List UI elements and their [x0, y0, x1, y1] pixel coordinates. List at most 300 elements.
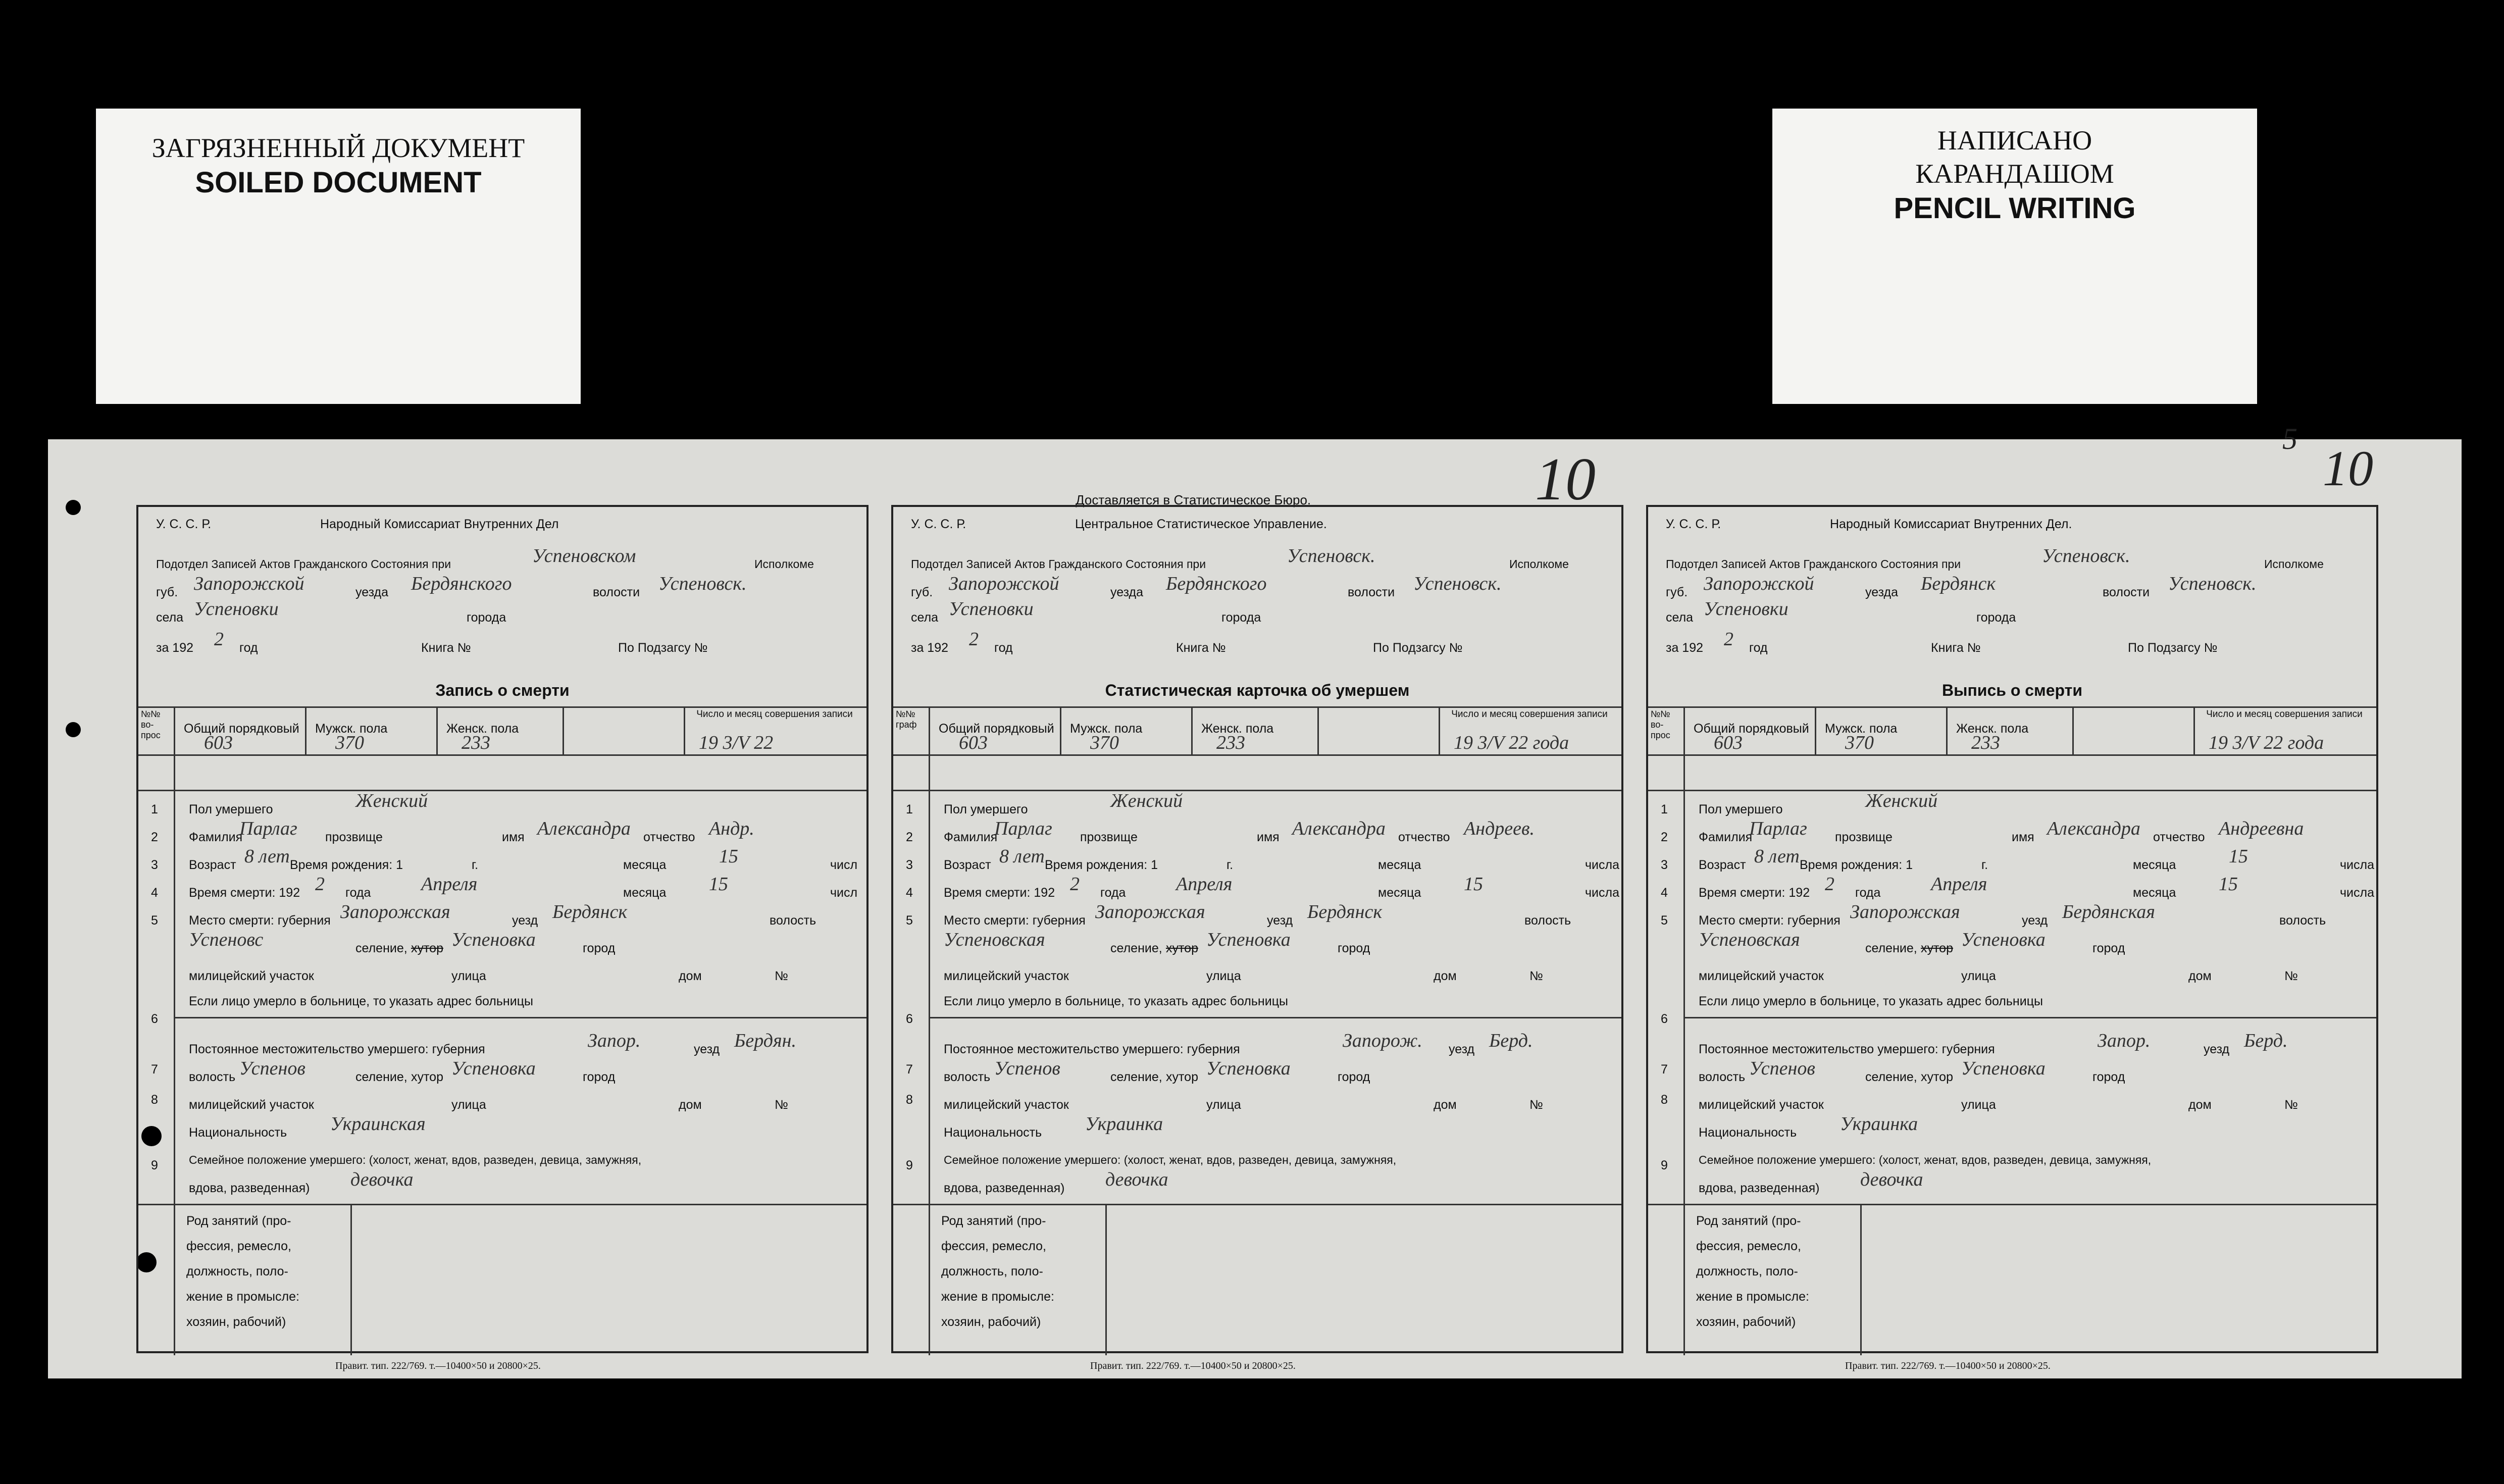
q6-house: дом — [1434, 1098, 1457, 1112]
q5-police: милицейский участок — [1699, 969, 1824, 983]
q2-name: имя — [502, 830, 525, 844]
hw-q6d: Успеновка — [1961, 1058, 2046, 1079]
selo-label: села — [1666, 610, 1694, 625]
q6-street: улица — [1206, 1098, 1241, 1112]
q8-marital-2: вдова, разведенная) — [189, 1181, 310, 1195]
city-label: города — [467, 610, 506, 625]
q9-occupation: должность, поло- — [186, 1264, 288, 1278]
q9-occupation: фессия, ремесло, — [1696, 1239, 1801, 1253]
question-number: 3 — [151, 858, 158, 872]
office-line: Подотдел Записей Актов Гражданского Состояния при — [911, 557, 1206, 571]
question-number: 2 — [151, 830, 158, 844]
punch-hole — [66, 500, 81, 515]
hw-gub: Запорожской — [194, 573, 304, 594]
question-number: 4 — [151, 886, 158, 900]
hw-date: 19 3/V 22 — [699, 732, 774, 753]
podzags-label: По Подзагсу № — [2128, 641, 2218, 655]
q8-marital: Семейное положение умершего: (холост, женат, вдов, разведен, девица, замужняя, — [1699, 1153, 2152, 1166]
hw-date: 19 3/V 22 года — [2209, 732, 2324, 753]
q6-farm: хутор — [1166, 1070, 1198, 1084]
hw-q2a: Парлаг — [239, 818, 297, 839]
hw-q5a: Запорожская — [340, 901, 450, 923]
question-number: 6 — [151, 1012, 158, 1026]
q4-year: года — [1100, 886, 1126, 900]
q3-day: числа — [1585, 858, 1619, 872]
column-line — [1683, 706, 1685, 754]
hw-q6c: Успенов — [1749, 1058, 1815, 1079]
form-title: Статистическая карточка об умершем — [1105, 681, 1410, 699]
q5-no: № — [775, 969, 788, 983]
column-line — [174, 706, 175, 754]
hw-q6b: Бердян. — [734, 1030, 797, 1051]
hw-q6a: Запорож. — [1343, 1030, 1422, 1051]
hw-q3: 8 лет — [1754, 846, 1800, 867]
q9-occupation: жение в промысле: — [1696, 1290, 1809, 1304]
hw-q5c: Успеновская — [1699, 929, 1800, 950]
form-footer: Правит. тип. 222/769. т.—10400×50 и 20800×25. — [1845, 1360, 2051, 1371]
hw-q5b: Бердянск — [1307, 901, 1383, 923]
book-label: Книга № — [1931, 641, 1981, 655]
gub-label: губ. — [1666, 585, 1688, 599]
q6-house: дом — [2188, 1098, 2212, 1112]
hw-q4b: Апреля — [421, 874, 478, 895]
hw-uezd: Бердянского — [1166, 573, 1267, 594]
column-line — [350, 1204, 352, 1355]
hw-q4c: 15 — [2219, 874, 2238, 895]
city-label: города — [1221, 610, 1261, 625]
q5-hospital: Если лицо умерло в больнице, то указать адрес больницы — [944, 994, 1288, 1008]
form-2 — [1646, 505, 2378, 1371]
q9-occupation: жение в промысле: — [941, 1290, 1054, 1304]
column-line — [174, 754, 175, 1355]
q9-occupation: хозяин, рабочий) — [186, 1315, 286, 1329]
q2-surname: Фамилия — [944, 830, 998, 844]
form-footer: Правит. тип. 222/769. т.—10400×50 и 20800×25. — [1090, 1360, 1296, 1371]
hw-gub: Запорожской — [1704, 573, 1814, 594]
punch-hole — [66, 722, 81, 737]
hw-q4a: 2 — [1070, 874, 1080, 895]
gub-label: губ. — [156, 585, 178, 599]
q5-street: улица — [1206, 969, 1241, 983]
q6-volost: волость — [189, 1070, 236, 1084]
column-line — [563, 706, 564, 754]
column-line — [1105, 1204, 1107, 1355]
q5-volost: волость — [770, 913, 816, 928]
q6-street: улица — [1961, 1098, 1996, 1112]
q6-no: № — [2284, 1098, 2298, 1112]
year-suffix: год — [994, 641, 1013, 655]
q4-day: числа — [1585, 886, 1619, 900]
q9-occupation: фессия, ремесло, — [186, 1239, 291, 1253]
hw-q7: Украинка — [1085, 1113, 1163, 1135]
rule-line — [893, 1204, 1621, 1205]
q1-label: Пол умершего — [944, 802, 1028, 816]
hw-q2a: Парлаг — [994, 818, 1052, 839]
q2-nickname: прозвище — [1835, 830, 1893, 844]
column-line — [305, 706, 306, 754]
question-number: 7 — [1661, 1062, 1668, 1077]
question-number: 4 — [1661, 886, 1668, 900]
hw-q1: Женский — [1865, 790, 1938, 811]
q6-residence: Постоянное местожительство умершего: губерния — [1699, 1042, 1995, 1056]
hw-q5b: Бердянская — [2062, 901, 2155, 923]
rule-line — [1648, 1204, 2376, 1205]
hw-q2a: Парлаг — [1749, 818, 1807, 839]
q5-city: город — [583, 941, 616, 955]
hw-gub: Запорожской — [949, 573, 1059, 594]
q4-death: Время смерти: 192 — [944, 886, 1055, 900]
q6-village: селение, — [1110, 1070, 1162, 1084]
col-num-header: №№ во-прос — [141, 709, 161, 740]
hw-q6d: Успеновка — [1206, 1058, 1291, 1079]
question-number: 7 — [151, 1062, 158, 1077]
q4-year: года — [345, 886, 371, 900]
book-label: Книга № — [421, 641, 471, 655]
hw-q2c: Андр. — [709, 818, 754, 839]
rule-line — [138, 706, 866, 708]
q5-village: селение, — [355, 941, 407, 955]
hw-q2b: Александра — [1292, 818, 1386, 839]
hw-q1: Женский — [1110, 790, 1183, 811]
form-header-left: У. С. С. Р. — [1666, 517, 1721, 531]
hw-volost: Успеновск. — [1413, 573, 1502, 594]
hw-date: 19 3/V 22 года — [1454, 732, 1569, 753]
hw-q7: Украинская — [330, 1113, 426, 1135]
q6-farm: хутор — [1921, 1070, 1953, 1084]
q5-house: дом — [679, 969, 702, 983]
q6-city: город — [2092, 1070, 2125, 1084]
soiled-label-en: SOILED DOCUMENT — [195, 166, 482, 199]
page-mark-corner: 5 — [2282, 422, 2297, 455]
col-male-header: Мужск. пола — [315, 722, 388, 736]
pencil-label-ru-1: НАПИСАНО — [1937, 125, 2092, 156]
q9-occupation: хозяин, рабочий) — [1696, 1315, 1796, 1329]
hw-q5a: Запорожская — [1850, 901, 1960, 923]
column-line — [2193, 706, 2195, 754]
hw-female: 233 — [1216, 732, 1245, 753]
podzags-label: По Подзагсу № — [618, 641, 708, 655]
q3-age: Возраст — [944, 858, 991, 872]
column-line — [1439, 706, 1440, 754]
gub-label: губ. — [911, 585, 933, 599]
question-number: 3 — [1661, 858, 1668, 872]
question-number: 1 — [1661, 802, 1668, 816]
q6-police: милицейский участок — [1699, 1098, 1824, 1112]
q4-month: месяца — [623, 886, 667, 900]
q2-patronymic: отчество — [2153, 830, 2205, 844]
form-title: Выпись о смерти — [1942, 681, 2082, 699]
q5-uezd: уезд — [512, 913, 538, 928]
q5-street: улица — [451, 969, 486, 983]
question-number: 1 — [906, 802, 913, 816]
q3-month: месяца — [623, 858, 667, 872]
rule-line — [893, 754, 1621, 756]
question-number: 5 — [906, 913, 913, 928]
q9-occupation: жение в промысле: — [186, 1290, 299, 1304]
hw-q4c: 15 — [709, 874, 728, 895]
column-line — [1815, 706, 1816, 754]
hw-q3b: 15 — [2229, 846, 2248, 867]
q6-farm: хутор — [411, 1070, 443, 1084]
office-line: Подотдел Записей Актов Гражданского Состояния при — [1666, 557, 1961, 571]
rule-line — [138, 754, 866, 756]
q6-volost: волость — [944, 1070, 991, 1084]
hw-volost: Успеновск. — [658, 573, 747, 594]
col-male-header: Мужск. пола — [1070, 722, 1143, 736]
column-line — [1317, 706, 1319, 754]
rule-line — [929, 1017, 1621, 1018]
q9-occupation: Род занятий (про- — [1696, 1214, 1801, 1228]
q2-nickname: прозвище — [1080, 830, 1138, 844]
q2-nickname: прозвище — [325, 830, 383, 844]
q5-farm: хутор — [1166, 941, 1198, 955]
q6-police: милицейский участок — [189, 1098, 314, 1112]
page-number-right: 10 — [2323, 440, 2373, 496]
form-footer: Правит. тип. 222/769. т.—10400×50 и 20800×25. — [335, 1360, 541, 1371]
question-number: 8 — [906, 1093, 913, 1107]
hw-q5c: Успеновс — [189, 929, 264, 950]
q9-occupation: Род занятий (про- — [186, 1214, 291, 1228]
q5-volost: волость — [2279, 913, 2326, 928]
column-line — [436, 706, 438, 754]
q8-marital: Семейное положение умершего: (холост, женат, вдов, разведен, девица, замужняя, — [189, 1153, 642, 1166]
q3-g: г. — [1981, 858, 1988, 872]
rule-line — [138, 1204, 866, 1205]
rule-line — [174, 1017, 866, 1018]
column-line — [1683, 754, 1685, 1355]
hw-number: 603 — [204, 732, 233, 753]
q5-village: селение, — [1865, 941, 1917, 955]
q5-farm: хутор — [411, 941, 443, 955]
q7-nationality: Национальность — [1699, 1125, 1797, 1140]
q5-farm: хутор — [1921, 941, 1953, 955]
hw-q2c: Андреев. — [1464, 818, 1535, 839]
form-title: Запись о смерти — [435, 681, 570, 699]
hw-female: 233 — [462, 732, 490, 753]
q5-uezd: уезд — [1267, 913, 1293, 928]
question-number: 2 — [1661, 830, 1668, 844]
q6-village: селение, — [355, 1070, 407, 1084]
hw-q3b: 15 — [719, 846, 738, 867]
question-number: 9 — [906, 1158, 913, 1172]
q6-residence: Постоянное местожительство умершего: губерния — [189, 1042, 485, 1056]
q5-uezd: уезд — [2022, 913, 2048, 928]
hw-ispolkom: Успеновск. — [1287, 545, 1375, 567]
q6-police: милицейский участок — [944, 1098, 1069, 1112]
col-num-header: №№ граф — [896, 709, 917, 730]
form-1 — [891, 505, 1623, 1371]
hw-male: 370 — [1090, 732, 1119, 753]
hw-q7: Украинка — [1840, 1113, 1918, 1135]
q1-label: Пол умершего — [189, 802, 273, 816]
q5-police: милицейский участок — [189, 969, 314, 983]
q5-place: Место смерти: губерния — [189, 913, 331, 928]
q6-city: город — [1338, 1070, 1370, 1084]
q3-day: числа — [2340, 858, 2374, 872]
hw-selo: Успеновки — [1704, 598, 1788, 620]
hw-ispolkom: Успеновском — [532, 545, 636, 567]
pencil-writing-label — [1772, 109, 2257, 404]
form-header-right: Центральное Статистическое Управление. — [1075, 517, 1327, 531]
q5-city: город — [1338, 941, 1370, 955]
year-label: за 192 — [1666, 641, 1704, 655]
volost-label: волости — [593, 585, 640, 599]
form-header-right: Народный Комиссариат Внутренних Дел. — [1830, 517, 2072, 531]
hw-q4a: 2 — [315, 874, 325, 895]
hw-q6a: Запор. — [588, 1030, 641, 1051]
hw-q5d: Успеновка — [1961, 929, 2046, 950]
q9-occupation: хозяин, рабочий) — [941, 1315, 1041, 1329]
hw-year: 2 — [1724, 629, 1733, 650]
form-header-right: Народный Комиссариат Внутренних Дел — [320, 517, 559, 531]
q9-occupation: должность, поло- — [1696, 1264, 1798, 1278]
q6-city: город — [583, 1070, 616, 1084]
q6-uezd: уезд — [694, 1042, 720, 1056]
year-suffix: год — [239, 641, 258, 655]
q8-marital-2: вдова, разведенная) — [1699, 1181, 1820, 1195]
hw-q5b: Бердянск — [552, 901, 628, 923]
year-suffix: год — [1749, 641, 1768, 655]
col-date-header: Число и месяц совершения записи — [696, 709, 853, 720]
hw-q6a: Запор. — [2098, 1030, 2151, 1051]
col-date-header: Число и месяц совершения записи — [2206, 709, 2363, 720]
column-line — [929, 754, 930, 1355]
q2-patronymic: отчество — [1398, 830, 1450, 844]
column-line — [929, 706, 930, 754]
rule-line — [1648, 754, 2376, 756]
col-female-header: Женск. пола — [1201, 722, 1274, 736]
q5-street: улица — [1961, 969, 1996, 983]
hw-q4b: Апреля — [1931, 874, 1987, 895]
hw-female: 233 — [1971, 732, 2000, 753]
q2-surname: Фамилия — [1699, 830, 1753, 844]
q3-birth: Время рождения: 1 — [1045, 858, 1158, 872]
hw-year: 2 — [214, 629, 224, 650]
hw-q5d: Успеновка — [1206, 929, 1291, 950]
q3-age: Возраст — [189, 858, 236, 872]
hw-q4b: Апреля — [1176, 874, 1233, 895]
question-number: 2 — [906, 830, 913, 844]
uezd-label: уезда — [1865, 585, 1898, 599]
q4-year: года — [1855, 886, 1881, 900]
question-number: 5 — [151, 913, 158, 928]
selo-label: села — [156, 610, 184, 625]
volost-label: волости — [1348, 585, 1395, 599]
q2-name: имя — [2012, 830, 2034, 844]
rule-line — [1648, 790, 2376, 791]
podzags-label: По Подзагсу № — [1373, 641, 1463, 655]
q6-residence: Постоянное местожительство умершего: губерния — [944, 1042, 1240, 1056]
col-female-header: Женск. пола — [1956, 722, 2029, 736]
year-label: за 192 — [911, 641, 949, 655]
hw-q8: девочка — [350, 1169, 414, 1190]
hw-q4c: 15 — [1464, 874, 1483, 895]
book-label: Книга № — [1176, 641, 1226, 655]
q6-uezd: уезд — [2204, 1042, 2230, 1056]
uezd-label: уезда — [355, 585, 388, 599]
q7-nationality: Национальность — [189, 1125, 287, 1140]
q9-occupation: фессия, ремесло, — [941, 1239, 1046, 1253]
uezd-label: уезда — [1110, 585, 1143, 599]
hw-uezd: Бердянского — [411, 573, 512, 594]
q5-hospital: Если лицо умерло в больнице, то указать адрес больницы — [1699, 994, 2043, 1008]
hw-q6d: Успеновка — [451, 1058, 536, 1079]
column-line — [1060, 706, 1061, 754]
q3-day: числ — [830, 858, 858, 872]
col-male-header: Мужск. пола — [1825, 722, 1898, 736]
q3-birth: Время рождения: 1 — [1800, 858, 1913, 872]
q1-label: Пол умершего — [1699, 802, 1783, 816]
question-number: 3 — [906, 858, 913, 872]
q9-occupation: должность, поло- — [941, 1264, 1043, 1278]
q4-month: месяца — [2133, 886, 2176, 900]
hw-male: 370 — [335, 732, 364, 753]
col-general-header: Общий порядковый — [939, 722, 1054, 736]
column-line — [2072, 706, 2074, 754]
col-female-header: Женск. пола — [446, 722, 519, 736]
q7-nationality: Национальность — [944, 1125, 1042, 1140]
office-line-end: Исполкоме — [754, 557, 814, 571]
hw-year: 2 — [969, 629, 979, 650]
hw-number: 603 — [1714, 732, 1743, 753]
volost-label: волости — [2103, 585, 2150, 599]
pencil-label-en: PENCIL WRITING — [1894, 192, 2136, 225]
hw-ispolkom: Успеновск. — [2042, 545, 2130, 567]
hw-male: 370 — [1845, 732, 1874, 753]
question-number: 5 — [1661, 913, 1668, 928]
rule-line — [893, 706, 1621, 708]
hw-selo: Успеновки — [194, 598, 279, 620]
column-line — [1191, 706, 1193, 754]
question-number: 4 — [906, 886, 913, 900]
q3-g: г. — [1227, 858, 1234, 872]
question-number: 8 — [1661, 1093, 1668, 1107]
q4-death: Время смерти: 192 — [189, 886, 300, 900]
q5-place: Место смерти: губерния — [944, 913, 1086, 928]
hw-q2c: Андреевна — [2219, 818, 2304, 839]
page-number-middle: 10 — [1535, 445, 1596, 513]
q2-name: имя — [1257, 830, 1280, 844]
q6-no: № — [775, 1098, 788, 1112]
delivered-note: Доставляется в Статистическое Бюро. — [1076, 492, 1311, 507]
q5-police: милицейский участок — [944, 969, 1069, 983]
column-line — [684, 706, 685, 754]
col-date-header: Число и месяц совершения записи — [1451, 709, 1608, 720]
form-0 — [136, 505, 868, 1371]
question-number: 8 — [151, 1093, 158, 1107]
hw-q6b: Берд. — [1489, 1030, 1533, 1051]
q2-surname: Фамилия — [189, 830, 243, 844]
office-line-end: Исполкоме — [2264, 557, 2324, 571]
rule-line — [893, 790, 1621, 791]
q5-city: город — [2092, 941, 2125, 955]
hw-q6c: Успенов — [994, 1058, 1060, 1079]
column-line — [1860, 1204, 1862, 1355]
hw-q5d: Успеновка — [451, 929, 536, 950]
hw-selo: Успеновки — [949, 598, 1034, 620]
pencil-label-ru-2: КАРАНДАШОМ — [1915, 159, 2114, 189]
q4-month: месяца — [1378, 886, 1421, 900]
office-line: Подотдел Записей Актов Гражданского Состояния при — [156, 557, 451, 571]
q2-patronymic: отчество — [643, 830, 695, 844]
q3-age: Возраст — [1699, 858, 1746, 872]
rule-line — [138, 790, 866, 791]
col-general-header: Общий порядковый — [184, 722, 299, 736]
question-number: 9 — [151, 1158, 158, 1172]
q6-house: дом — [679, 1098, 702, 1112]
form-header-left: У. С. С. Р. — [156, 517, 212, 531]
hw-q8: девочка — [1105, 1169, 1168, 1190]
